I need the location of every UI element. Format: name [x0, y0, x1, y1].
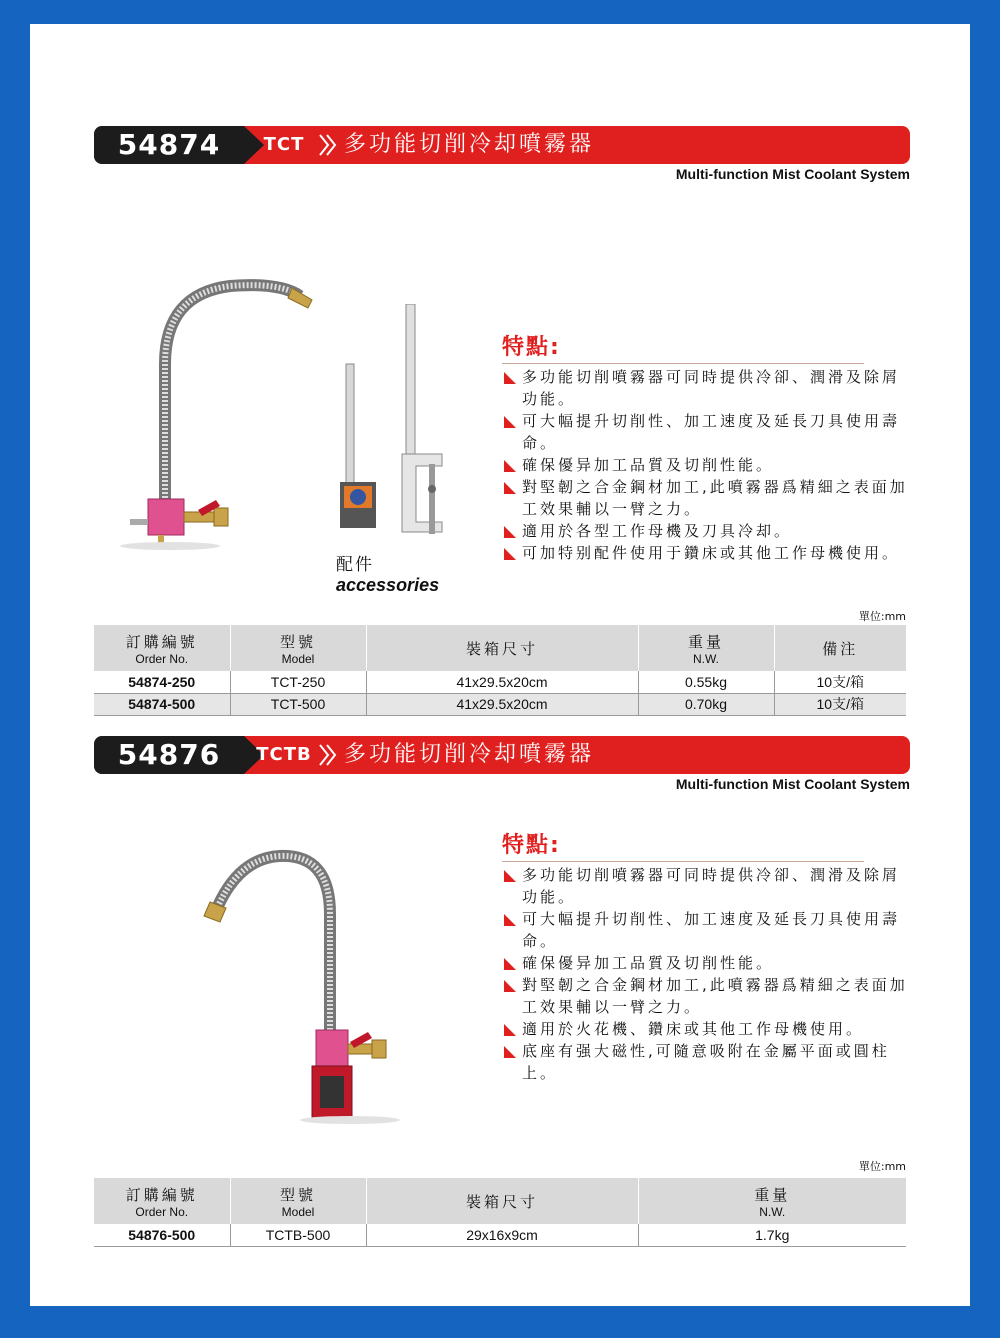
spec-table-54876: [94, 1178, 906, 1247]
catalog-page: [30, 24, 970, 1306]
features-heading: 特點:: [502, 828, 864, 862]
accessories-image: [330, 304, 460, 554]
header-remark: 備注: [774, 625, 906, 671]
feature-item: 可大幅提升切削性、加工速度及延長刀具使用壽命。: [504, 908, 914, 952]
product-code: 54874: [94, 126, 244, 164]
product-title-zh: 多功能切削冷却噴霧器: [344, 742, 595, 767]
table-row: [94, 671, 906, 693]
product-banner-54874: [94, 126, 910, 164]
feature-item: 底座有强大磁性,可隨意吸附在金屬平面或圓柱上。: [504, 1040, 914, 1084]
magnetic-mist-coolant-image: [200, 844, 400, 1124]
features-heading: 特點:: [502, 330, 864, 364]
cell-remark: 10支/箱: [774, 671, 906, 693]
header-order-no: 訂購編號 Order No.: [94, 625, 230, 671]
table-row: [94, 693, 906, 715]
feature-item: 可加特别配件使用于鑽床或其他工作母機使用。: [504, 542, 914, 564]
product-code: 54876: [94, 736, 244, 774]
product-banner-54876: [94, 736, 910, 774]
cell-weight: 1.7kg: [638, 1224, 906, 1246]
feature-item: 適用於火花機、鑽床或其他工作母機使用。: [504, 1018, 914, 1040]
feature-item: 可大幅提升切削性、加工速度及延長刀具使用壽命。: [504, 410, 914, 454]
chevron-right-icon: [316, 743, 340, 767]
feature-item: 對堅韌之合金鋼材加工,此噴霧器爲精細之表面加工效果輔以一臂之力。: [504, 974, 914, 1018]
unit-label: 單位:mm: [858, 1160, 906, 1173]
header-weight: 重量 N.W.: [638, 625, 774, 671]
product-title-en: Multi-function Mist Coolant System: [675, 776, 910, 792]
feature-item: 適用於各型工作母機及刀具冷却。: [504, 520, 914, 542]
cell-weight: 0.55kg: [638, 671, 774, 693]
table-row: [94, 1224, 906, 1246]
unit-label: 單位:mm: [858, 610, 906, 623]
cell-box-size: 29x16x9cm: [366, 1224, 638, 1246]
accessories-caption: [336, 550, 439, 596]
cell-box-size: 41x29.5x20cm: [366, 693, 638, 715]
cell-order-no: 54874-250: [94, 671, 230, 693]
features-list: [504, 864, 914, 1084]
mist-coolant-nozzle-image: [120, 274, 320, 554]
product-model: TCT: [263, 134, 305, 155]
cell-remark: 10支/箱: [774, 693, 906, 715]
header-box-size: 裝箱尺寸: [366, 1178, 638, 1224]
features-list: [504, 366, 914, 564]
cell-model: TCT-250: [230, 671, 366, 693]
cell-order-no: 54876-500: [94, 1224, 230, 1246]
accessories-label-zh: 配件: [336, 555, 374, 575]
cell-weight: 0.70kg: [638, 693, 774, 715]
feature-item: 對堅韌之合金鋼材加工,此噴霧器爲精細之表面加工效果輔以一臂之力。: [504, 476, 914, 520]
cell-model: TCTB-500: [230, 1224, 366, 1246]
cell-order-no: 54874-500: [94, 693, 230, 715]
cell-box-size: 41x29.5x20cm: [366, 671, 638, 693]
header-model: 型號 Model: [230, 1178, 366, 1224]
feature-item: 確保優异加工品質及切削性能。: [504, 952, 914, 974]
cell-model: TCT-500: [230, 693, 366, 715]
chevron-right-icon: [316, 133, 340, 157]
feature-item: 多功能切削噴霧器可同時提供冷卻、潤滑及除屑功能。: [504, 366, 914, 410]
feature-item: 確保優异加工品質及切削性能。: [504, 454, 914, 476]
header-order-no: 訂購編號 Order No.: [94, 1178, 230, 1224]
product-title-en: Multi-function Mist Coolant System: [675, 166, 910, 182]
header-model: 型號 Model: [230, 625, 366, 671]
feature-item: 多功能切削噴霧器可同時提供冷卻、潤滑及除屑功能。: [504, 864, 914, 908]
header-box-size: 裝箱尺寸: [366, 625, 638, 671]
product-title-zh: 多功能切削冷却噴霧器: [344, 132, 595, 157]
header-weight: 重量 N.W.: [638, 1178, 906, 1224]
accessories-label-en: accessories: [336, 575, 440, 595]
spec-table-54874: [94, 625, 906, 716]
product-model: TCTB: [256, 744, 312, 765]
